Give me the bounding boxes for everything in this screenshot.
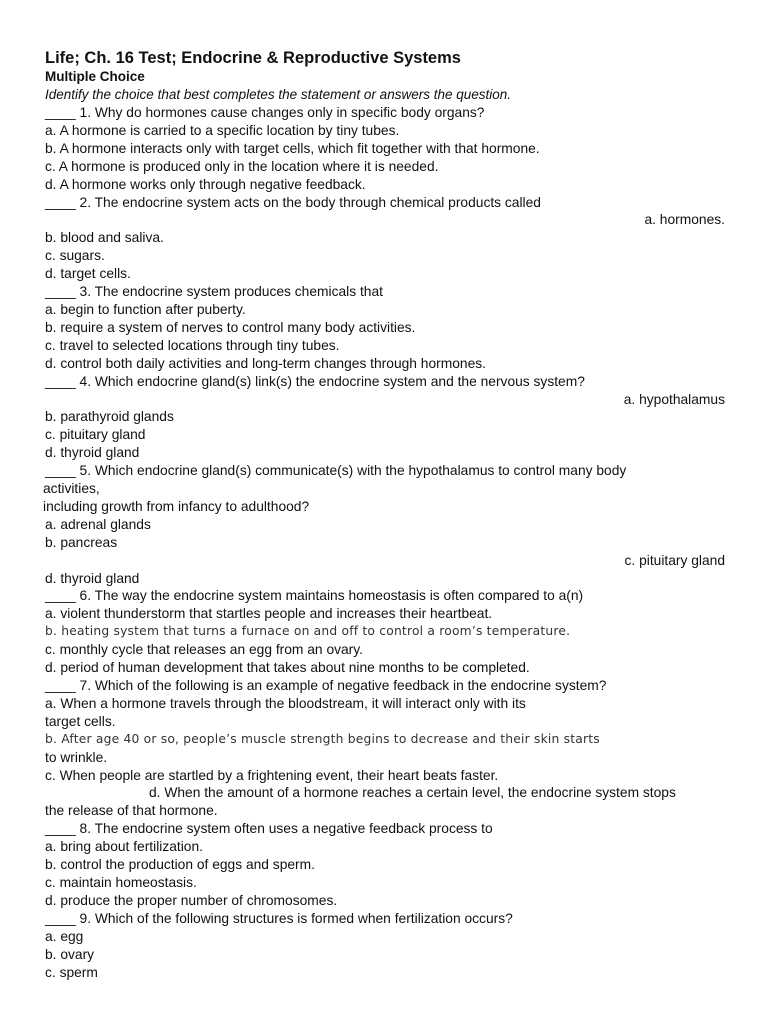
question-stem-continued: activities,	[43, 481, 100, 497]
answer-choice: d. A hormone works only through negative feedback.	[45, 176, 366, 192]
question-stem: ____ 5. Which endocrine gland(s) communicate(s) with the hypothalamus to control many body	[45, 463, 627, 479]
answer-choice: d. produce the proper number of chromosomes.	[45, 892, 338, 908]
answer-choice: a. begin to function after puberty.	[45, 301, 246, 317]
answer-choice: d. thyroid gland	[45, 570, 140, 586]
question-stem: ____ 9. Which of the following structures is formed when fertilization occurs?	[45, 910, 513, 926]
question-stem: ____ 3. The endocrine system produces chemicals that	[45, 284, 383, 300]
section-heading: Multiple Choice	[45, 69, 145, 84]
instructions-text: Identify the choice that best completes the statement or answers the question.	[45, 87, 512, 102]
document-title: Life; Ch. 16 Test; Endocrine & Reproductive Systems	[45, 49, 461, 67]
answer-choice: c. pituitary gland	[624, 552, 725, 568]
answer-choice: c. sperm	[45, 964, 98, 980]
question-stem: ____ 6. The way the endocrine system maintains homeostasis is often compared to a(n)	[45, 588, 584, 604]
answer-choice-continued: to wrinkle.	[45, 749, 108, 765]
question-stem: ____ 8. The endocrine system often uses a negative feedback process to	[45, 821, 493, 837]
answer-choice: b. blood and saliva.	[45, 230, 164, 246]
answer-choice: a. violent thunderstorm that startles people and increases their heartbeat.	[45, 606, 493, 622]
answer-choice: a. A hormone is carried to a specific location by tiny tubes.	[45, 122, 400, 138]
answer-choice-continued: the release of that hormone.	[45, 803, 218, 819]
question-stem: ____ 4. Which endocrine gland(s) link(s) the endocrine system and the nervous system?	[45, 373, 585, 389]
answer-choice: b. control the production of eggs and sperm.	[45, 857, 315, 873]
answer-choice: b. A hormone interacts only with target cells, which fit together with that hormone.	[45, 140, 540, 156]
answer-choice: c. pituitary gland	[45, 427, 146, 443]
answer-choice: b. require a system of nerves to control many body activities.	[45, 319, 416, 335]
answer-choice: a. When a hormone travels through the bloodstream, it will interact only with its	[45, 695, 526, 711]
answer-choice: c. sugars.	[45, 248, 105, 264]
answer-choice: c. maintain homeostasis.	[45, 874, 197, 890]
question-stem: ____ 2. The endocrine system acts on the body through chemical products called	[45, 194, 541, 210]
answer-choice: a. adrenal glands	[45, 516, 151, 532]
test-document	[45, 48, 725, 981]
answer-choice: c. monthly cycle that releases an egg from an ovary.	[45, 642, 363, 658]
answer-choice: a. bring about fertilization.	[45, 839, 203, 855]
answer-choice: a. egg	[45, 928, 84, 944]
answer-choice: c. A hormone is produced only in the location where it is needed.	[45, 158, 439, 174]
answer-choice: d. target cells.	[45, 266, 131, 282]
answer-choice: b. heating system that turns a furnace on and off to control a room’s temperature.	[45, 624, 571, 639]
answer-choice: d. period of human development that takes about nine months to be completed.	[45, 660, 530, 676]
answer-choice-continued: target cells.	[45, 713, 116, 729]
answer-choice: d. control both daily activities and long-term changes through hormones.	[45, 355, 486, 371]
question-list	[45, 104, 725, 981]
answer-choice: c. When people are startled by a frightening event, their heart beats faster.	[45, 767, 499, 783]
answer-choice: b. ovary	[45, 946, 95, 962]
answer-choice: d. When the amount of a hormone reaches a certain level, the endocrine system stops	[149, 785, 676, 801]
answer-choice: b. parathyroid glands	[45, 409, 174, 425]
answer-choice: b. After age 40 or so, people’s muscle strength begins to decrease and their skin starts	[45, 731, 600, 746]
answer-choice: d. thyroid gland	[45, 445, 140, 461]
answer-choice: a. hypothalamus	[623, 391, 725, 407]
answer-choice: a. hormones.	[644, 212, 725, 228]
question-stem-continued: including growth from infancy to adulthood?	[43, 498, 310, 514]
answer-choice: b. pancreas	[45, 534, 118, 550]
answer-choice: c. travel to selected locations through tiny tubes.	[45, 337, 340, 353]
question-stem: ____ 7. Which of the following is an example of negative feedback in the endocrine system?	[45, 678, 607, 693]
question-stem: ____ 1. Why do hormones cause changes only in specific body organs?	[45, 105, 485, 120]
